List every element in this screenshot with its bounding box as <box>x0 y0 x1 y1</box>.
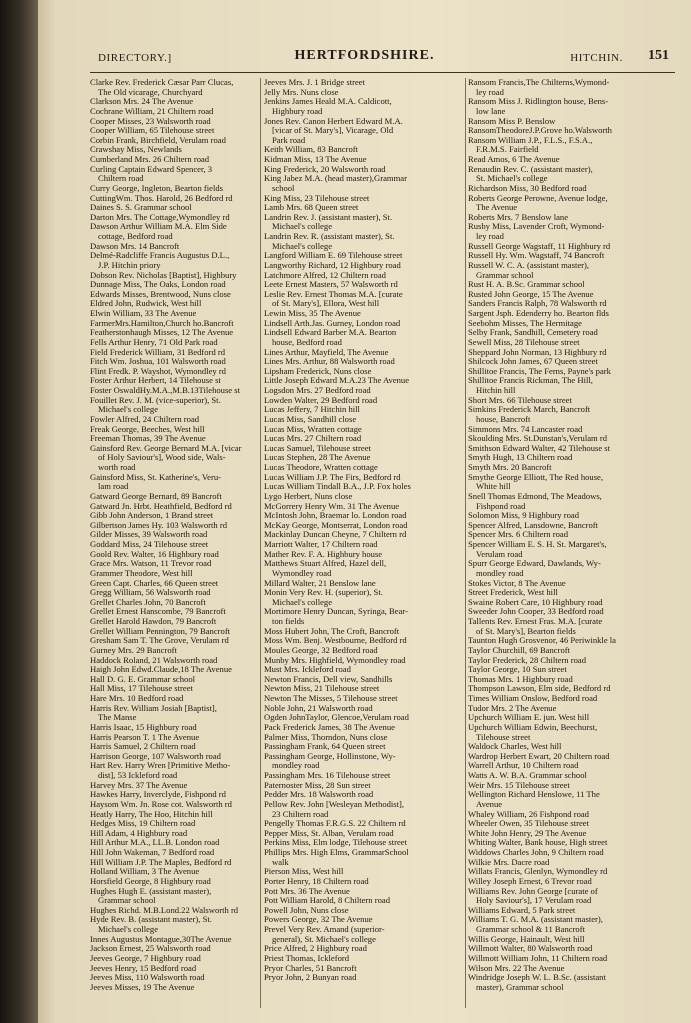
directory-entry: Horsfield George, 8 Highbury road <box>90 876 211 886</box>
directory-entry: Thompson Lawson, Elm side, Bedford rd <box>468 684 611 694</box>
directory-entry: Logsdon Mrs. 27 Bedford road <box>264 386 371 395</box>
directory-entry: Grellet Ernest Hanscombe, 79 Bancroft <box>90 607 226 617</box>
directory-entry: Fowler Alfred, 24 Chiltern road <box>90 414 200 424</box>
directory-entry: Spencer Mrs. 6 Chiltern road <box>468 530 568 540</box>
directory-entry: Landrin Rev. J. (assistant master), St. <box>264 212 393 222</box>
directory-entry: Millard Walter, 21 Benslow lane <box>264 578 376 588</box>
directory-entry: Lucas William J.P. The Firs, Bedford rd <box>264 472 401 482</box>
directory-entry: Michael's college <box>272 222 333 232</box>
page-header <box>38 46 691 68</box>
directory-entry: Innes Augustus Montague,30The Avenue <box>90 934 232 944</box>
directory-entry: Lamb Mrs. 68 Queen street <box>264 203 359 213</box>
directory-entry: Daines S. S. Grammar school <box>90 203 192 213</box>
directory-entry: Dawson Mrs. 14 Bancroft <box>90 241 180 251</box>
directory-entry: Crawshay Miss, Newlands <box>90 145 182 155</box>
directory-entry: Thomas Mrs. 1 Highbury road <box>468 674 573 684</box>
directory-entry: King Miss, 23 Tilehouse street <box>264 193 370 203</box>
directory-entry: Price Alfred, 2 Highbury road <box>264 944 367 954</box>
directory-entry: Jackson Ernest, 25 Walsworth road <box>90 944 211 954</box>
directory-entry: Mortimore Henry Duncan, Syringa, Bear- <box>264 607 408 617</box>
directory-entry: Newton Miss, 21 Tilehouse street <box>264 684 380 694</box>
directory-entry: Roberts Mrs. 7 Benslow lane <box>468 212 569 222</box>
directory-entry: Gresham Sam T. The Grove, Verulam rd <box>90 636 229 646</box>
directory-entry: Sewell Miss, 28 Tilehouse street <box>468 337 580 347</box>
directory-entry: Harris Pearson T. 1 The Avenue <box>90 732 200 742</box>
header-county-title: HERTFORDSHIRE. <box>294 48 435 63</box>
directory-entry: Foster OswaldHy.M.A.,M.B.13Tilehouse st <box>90 386 241 395</box>
directory-entry: Hart Rev. Harry Wren [Primitive Metho- <box>90 761 231 771</box>
directory-entry: F.R.M.S. Fairfield <box>476 145 539 155</box>
directory-entry: low lane <box>476 106 506 116</box>
directory-entry: Haddock Roland, 21 Walsworth road <box>90 655 218 665</box>
directory-entry: Hill Arthur M.A., LL.B. London road <box>90 838 220 848</box>
directory-entry: of St. Mary's], Ellora, West hill <box>272 299 380 309</box>
directory-entry: J.P. Hitchin priory <box>98 260 161 270</box>
directory-entry: Read Amos, 6 The Avenue <box>468 155 560 164</box>
directory-entry: Willis George, Hainault, West hill <box>468 934 585 944</box>
directory-entry: Hitchin hill <box>476 386 516 395</box>
directory-entry: Kidman Miss, 13 The Avenue <box>264 155 367 164</box>
directory-entry: Warrell Arthur, 10 Chiltern road <box>468 761 579 771</box>
directory-entry: Stokes Victor, 8 The Avenue <box>468 578 566 588</box>
directory-entry: Wardrop Herbert Ewart, 20 Chiltern road <box>468 751 610 761</box>
directory-entry: Spencer Alfred, Lansdowne, Bancroft <box>468 520 599 530</box>
directory-entry: CuttingWm. Thos. Harold, 26 Bedford rd <box>90 193 233 203</box>
directory-entry: Short Mrs. 66 Tilehouse street <box>468 395 572 405</box>
directory-entry: Lucas Samuel, Tilehouse street <box>264 443 371 453</box>
directory-entry: Curling Captain Edward Spencer, 3 <box>90 164 213 174</box>
directory-entry: Mackinlay Duncan Cheyne, 7 Chiltern rd <box>264 530 407 540</box>
directory-entry: Haigh John Edwd.Claude,18 The Avenue <box>90 665 232 675</box>
directory-entry: Clarke Rev. Frederick Cæsar Parr Clucas, <box>90 78 234 87</box>
directory-entry: house, Bedford road <box>272 337 342 347</box>
directory-entry: Rusby Miss, Lavender Croft, Wymond- <box>468 222 605 232</box>
directory-entry: Little Joseph Edward M.A.23 The Avenue <box>264 376 410 386</box>
directory-entry: Wilkie Mrs. Dacre road <box>468 857 550 867</box>
directory-entry: Pepper Miss, St. Alban, Verulam road <box>264 828 394 838</box>
directory-entry: Freeman Thomas, 39 The Avenue <box>90 434 206 444</box>
directory-entry: Haysom Wm. Jn. Rose cot. Walsworth rd <box>90 799 232 809</box>
directory-entry: Gurney Mrs. 29 Bancroft <box>90 645 177 655</box>
directory-entry: Fitch Wm. Joshua, 101 Walsworth road <box>90 357 226 367</box>
directory-entry: Hughes Richd. M.B.Lond.22 Walsworth rd <box>90 905 239 915</box>
directory-entry: Ransom Miss P. Benslow <box>468 116 556 126</box>
directory-entry: Harris Samuel, 2 Chiltern road <box>90 742 196 752</box>
directory-entry: Sweeder John Cooper, 33 Bedford road <box>468 607 604 617</box>
directory-entry: Grammer Theodore, West hill <box>90 568 193 578</box>
directory-entry: Shilcock John James, 67 Queen street <box>468 357 598 367</box>
directory-entry: Simkins Frederick March, Bancroft <box>468 405 591 415</box>
directory-entry: Priest Thomas, Ickleford <box>264 953 350 963</box>
directory-entry: Featherstonhaugh Misses, 12 The Avenue <box>90 328 234 338</box>
directory-entry: The Old vicarage, Churchyard <box>98 87 203 97</box>
directory-entry: Lucas Theodore, Wratten cottage <box>264 463 378 472</box>
directory-entry: Skoulding Mrs. St.Dunstan's,Verulam rd <box>468 434 608 444</box>
directory-entry: Pott Mrs. 36 The Avenue <box>264 886 350 896</box>
directory-entry: Sargent Jsph. Edenderry ho. Bearton flds <box>468 309 609 318</box>
directory-entry: Delmé-Radcliffe Francis Augustus D.L., <box>90 251 230 261</box>
directory-entry: McGorrery Henry Wm. 31 The Avenue <box>264 501 400 511</box>
directory-entry: White hill <box>476 482 511 492</box>
directory-entry: Wilson Mrs. 22 The Avenue <box>468 963 565 973</box>
directory-entry: Lowden Walter, 29 Bedford road <box>264 395 378 405</box>
directory-entry: White John Henry, 29 The Avenue <box>468 828 587 838</box>
directory-entry: Corbin Frank, Birchfield, Verulam road <box>90 135 226 145</box>
header-town-label: HITCHIN. <box>570 52 623 64</box>
directory-entry: McIntosh John, Braemar lo. London road <box>264 511 407 521</box>
directory-entry: Street Frederick, West hill <box>468 588 558 598</box>
directory-entry: Dawson Arthur William M.A. Elm Side <box>90 222 227 232</box>
directory-entry: Pengelly Thomas F.R.G.S. 22 Chiltern rd <box>264 819 406 829</box>
directory-entry: Cooper William, 65 Tilehouse street <box>90 126 215 136</box>
directory-entry: Whiting Walter, Bank house, High street <box>468 838 608 848</box>
directory-entry: of St. Mary's], Bearton fields <box>476 626 576 636</box>
directory-page <box>38 0 691 1023</box>
directory-entry: Moules George, 32 Bedford road <box>264 645 378 655</box>
directory-entry: Snell Thomas Edmond, The Meadows, <box>468 491 602 501</box>
directory-entry: Freak George, Beeches, West hill <box>90 424 205 434</box>
directory-entry: Wellington Richard Henslowe, 11 The <box>468 790 600 800</box>
directory-entry: Hawkes Harry, Inverclyde, Fishpond rd <box>90 790 226 800</box>
directory-entry: Park road <box>272 135 306 145</box>
directory-entry: 23 Chiltern road <box>272 809 329 819</box>
directory-entry: Jelly Mrs. Nuns close <box>264 87 339 97</box>
directory-entry: ley road <box>476 232 504 241</box>
directory-entry: Waldock Charles, West hill <box>468 742 562 752</box>
directory-entry: Gatward Jn. Hrbt. Heathfield, Bedford rd <box>90 501 232 511</box>
directory-entry: Grellet William Pennington, 79 Bancroft <box>90 626 231 636</box>
directory-entry: Grellet Charles John, 70 Bancroft <box>90 597 206 607</box>
directory-entry: Landrin Rev. R. (assistant master), St. <box>264 232 395 241</box>
directory-entry: Williams T. G. M.A. (assistant master), <box>468 915 603 925</box>
book-spine-shadow <box>0 0 38 1023</box>
directory-entry: Pryor John, 2 Bunyan road <box>264 973 357 983</box>
directory-entry: Lines Arthur, Mayfield, The Avenue <box>264 347 389 357</box>
directory-entry: Smithson Edward Walter, 42 Tilehouse st <box>468 443 611 453</box>
directory-entry: Harris Isaac, 15 Highbury road <box>90 722 197 732</box>
directory-entry: Shillitoe Francis Rickman, The Hill, <box>468 376 593 386</box>
directory-entry: Willats Francis, Glenlyn, Wymondley rd <box>468 867 608 877</box>
directory-entry: Jones Rev. Canon Herbert Edward M.A. <box>264 116 403 126</box>
directory-entry: Newton Francis, Dell view, Sandhills <box>264 674 393 684</box>
page-number: 151 <box>648 48 669 63</box>
directory-entry: St. Michael's college <box>476 174 548 184</box>
directory-entry: Lucas Mrs. 27 Chiltern road <box>264 434 362 444</box>
directory-entry: Grammar school <box>98 896 156 906</box>
directory-entry: Dunnage Miss, The Oaks, London road <box>90 280 226 290</box>
directory-entry: Willey Joseph Ernest, 6 Trevor road <box>468 876 592 886</box>
directory-entry: Edwards Misses, Brentwood, Nuns close <box>90 289 231 299</box>
directory-entry: Swaine Robert Care, 10 Highbury road <box>468 597 603 607</box>
directory-entry: McKay George, Montserrat, London road <box>264 520 408 530</box>
directory-entry: Gatward George Bernard, 89 Bancroft <box>90 491 222 501</box>
column-divider-1 <box>260 78 261 1008</box>
directory-entry: Taylor George, 10 Sun street <box>468 665 567 675</box>
directory-entry: Sheppard John Norman, 13 Highbury rd <box>468 347 607 357</box>
directory-entry: Passingham George, Hollinstone, Wy- <box>264 751 396 761</box>
directory-entry: Richardson Miss, 30 Bedford road <box>468 183 587 193</box>
directory-entry: Moss Wm. Benj. Westbourne, Bedford rd <box>264 636 407 646</box>
directory-entry: Hill Adam, 4 Highbury road <box>90 828 188 838</box>
directory-entry: Wymondley road <box>272 568 332 578</box>
directory-entry: Paternoster Miss, 28 Sun street <box>264 780 371 790</box>
directory-entry: house, Bancroft <box>476 414 531 424</box>
directory-entry: Williams Rev. John George [curate of <box>468 886 598 896</box>
directory-entry: Jenkins James Heald M.A. Caldicott, <box>264 97 392 107</box>
directory-entry: Hill William J.P. The Maples, Bedford rd <box>90 857 232 867</box>
directory-entry: Fishpond road <box>476 501 526 511</box>
directory-entry: mondley road <box>476 568 524 578</box>
directory-entry: Roberts George Perowne, Avenue lodge, <box>468 193 608 203</box>
directory-entry: Cochrane William, 21 Chiltern road <box>90 106 214 116</box>
directory-entry: Gainsford Miss, St. Katherine's, Veru- <box>90 472 221 482</box>
directory-entry: Sanders Francis Ralph, 78 Walsworth rd <box>468 299 607 309</box>
directory-entry: Lucas Stephen, 28 The Avenue <box>264 453 371 463</box>
directory-entry: Gibb John Anderson, 1 Brand street <box>90 511 214 521</box>
directory-entry: Taunton Hugh Grosvenor, 46 Periwinkle la <box>468 636 616 646</box>
directory-entry: Must Mrs. Ickleford road <box>264 665 351 675</box>
directory-entry: Field Frederick William, 31 Bedford rd <box>90 347 226 357</box>
directory-entry: Gilder Misses, 39 Walsworth road <box>90 530 208 540</box>
directory-entry: Russell George Wagstaff, 11 Highbury rd <box>468 241 611 251</box>
directory-entry: dist], 53 Ickleford road <box>98 771 178 780</box>
directory-entry: Ransom Francis,The Chilterns,Wymond- <box>468 78 610 87</box>
directory-entry: Fells Arthur Henry, 71 Old Park road <box>90 337 218 347</box>
directory-entry: Munby Mrs. Highfield, Wymondley road <box>264 655 406 665</box>
directory-entry: Lygo Herbert, Nuns close <box>264 491 353 501</box>
directory-entry: Hughes Hugh E. (assistant master), <box>90 886 212 896</box>
directory-entry: Lindsell Edward Barber M.A. Bearton <box>264 328 397 338</box>
directory-entry: Lines Mrs. Arthur, 88 Walsworth road <box>264 357 395 367</box>
directory-entry: Hall Miss, 17 Tilehouse street <box>90 684 193 694</box>
directory-entry: Smyth Mrs. 20 Bancroft <box>468 463 552 472</box>
directory-entry: ton fields <box>272 617 305 626</box>
directory-entry: Smyth Hugh, 13 Chiltern road <box>468 453 573 463</box>
directory-entry: Wheeler Owen, 35 Tilehouse street <box>468 819 590 829</box>
directory-entry: Lucas Jeffery, 7 Hitchin hill <box>264 405 360 415</box>
directory-entry: ley road <box>476 87 504 97</box>
directory-entry: Cooper Misses, 23 Walsworth road <box>90 116 211 126</box>
directory-entry: Hall D. G. E. Grammar school <box>90 674 196 684</box>
directory-entry: Leslie Rev. Ernest Thomas M.A. [curate <box>264 289 403 299</box>
directory-entry: Michael's college <box>98 405 159 415</box>
directory-entry: Goold Rev. Walter, 16 Highbury road <box>90 549 219 559</box>
directory-entry: mondley road <box>272 761 320 771</box>
directory-entry: Porter Henry, 18 Chiltern road <box>264 876 369 886</box>
directory-entry: Grace Mrs. Watson, 11 Trevor road <box>90 559 212 569</box>
directory-entry: Gregg William, 56 Walsworth road <box>90 588 211 598</box>
directory-entry: Rusted John George, 15 The Avenue <box>468 289 594 299</box>
directory-entry: Grammar school & 11 Bancroft <box>476 925 585 934</box>
directory-entry: Perkins Miss, Elm lodge, Tilehouse street <box>264 838 407 848</box>
directory-entry: Matthews Stuart Alfred, Hazel dell, <box>264 559 387 569</box>
directory-entry: Pellow Rev. John [Wesleyan Methodist], <box>264 799 405 809</box>
directory-entry: Smythe George Elliott, The Red house, <box>468 472 604 482</box>
directory-entry: Passingham Frank, 64 Queen street <box>264 742 386 752</box>
directory-entry: Goddard Miss, 24 Tilehouse street <box>90 540 209 549</box>
directory-entry: Ogden JohnTaylor, Glencoe,Verulam road <box>264 713 409 723</box>
directory-entry: Upchurch William Edwin, Beechurst, <box>468 722 598 732</box>
directory-entry: Pedder Mrs. 18 Walsworth road <box>264 790 374 800</box>
directory-entry: The Manse <box>98 713 137 723</box>
directory-entry: Pack Frederick James, 38 The Avenue <box>264 722 395 732</box>
directory-entry: Renaudin Rev. C. (assistant master), <box>468 164 593 174</box>
directory-entry: Willmott Walter, 80 Walsworth road <box>468 944 593 954</box>
header-section-label: DIRECTORY.] <box>98 52 172 64</box>
directory-entry: worth road <box>98 463 136 472</box>
directory-entry: Highbury road <box>272 106 323 116</box>
directory-entry: Rust H. A. B.Sc. Grammar school <box>468 280 585 290</box>
directory-entry: Curry George, Ingleton, Bearton fields <box>90 183 224 193</box>
directory-entry: FarmerMrs.Hamilton,Church ho.Bancroft <box>90 318 234 328</box>
directory-column-3 <box>468 78 673 1008</box>
directory-entry: Latchmore Alfred, 12 Chiltern road <box>264 270 386 280</box>
directory-entry: Shillitoe Francis, The Ferns, Payne's park <box>468 366 611 376</box>
directory-entry: Keith William, 83 Bancroft <box>264 145 359 155</box>
directory-entry: general), St. Michael's college <box>272 934 376 944</box>
directory-entry: Newton The Misses, 5 Tilehouse street <box>264 694 398 703</box>
directory-entry: Flint Fredk. P. Wayshot, Wymondley rd <box>90 366 226 376</box>
directory-entry: Lipsham Frederick, Nuns close <box>264 366 372 376</box>
directory-entry: Passingham Mrs. 16 Tilehouse street <box>264 771 391 780</box>
directory-entry: Fouillet Rev. J. M. (vice-superior), St. <box>90 395 221 405</box>
directory-entry: Windridge Joseph W. L. B.Sc. (assistant <box>468 973 606 983</box>
directory-entry: Russell W. C. A. (assistant master), <box>468 260 590 270</box>
directory-entry: Harrison George, 107 Walsworth road <box>90 751 221 761</box>
directory-entry: Watts A. W. B.A. Grammar school <box>468 771 587 780</box>
directory-entry: Jeeves Henry, 15 Bedford road <box>90 963 197 973</box>
directory-entry: King Frederick, 20 Walsworth road <box>264 164 386 174</box>
directory-entry: Lucas Miss, Wratten cottage <box>264 424 362 434</box>
directory-entry: Tilehouse street <box>476 732 531 742</box>
directory-entry: Verulam road <box>476 549 523 559</box>
directory-entry: Foster Arthur Herbert, 14 Tilehouse st <box>90 376 221 386</box>
directory-entry: Prevel Very Rev. Amand (superior- <box>264 925 385 934</box>
directory-entry: Langworthy Richard, 12 Highbury road <box>264 260 401 270</box>
directory-entry: walk <box>272 857 289 867</box>
directory-entry: Harris Rev. William Josiah [Baptist], <box>90 703 217 713</box>
directory-entry: Lindsell Arth.Jas. Gurney, London road <box>264 318 401 328</box>
directory-entry: Lucas William Tindall B.A., J.P. Fox holes <box>264 482 411 492</box>
directory-entry: Gainsford Rev. George Bernard M.A. [vicar <box>90 443 242 453</box>
directory-entry: Taylor Churchill, 69 Bancroft <box>468 645 571 655</box>
directory-entry: Seebohm Misses, The Hermitage <box>468 318 582 328</box>
directory-entry: Widdows Charles John, 9 Chiltern road <box>468 848 604 857</box>
header-rule <box>90 72 675 73</box>
directory-entry: Clarkson Mrs. 24 The Avenue <box>90 97 194 107</box>
directory-entry: master), Grammar school <box>476 982 564 992</box>
directory-entry: Willmott William John, 11 Chiltern road <box>468 953 608 963</box>
directory-entry: school <box>272 183 295 193</box>
directory-entry: Palmer Miss, Thorndon, Nuns close <box>264 732 388 742</box>
directory-entry: Michael's college <box>272 241 333 251</box>
directory-entry: Lewin Miss, 35 The Avenue <box>264 309 361 318</box>
directory-entry: Jeeves George, 7 Highbury road <box>90 953 201 963</box>
directory-entry: Avenue <box>476 799 503 809</box>
directory-entry: Darton Mrs. The Cottage,Wymondley rd <box>90 212 230 222</box>
directory-entry: Jeeves Miss, 110 Walsworth road <box>90 973 205 983</box>
directory-entry: Williams Edward, 5 Park street <box>468 905 576 915</box>
directory-entry: Michael's college <box>98 925 159 934</box>
directory-entry: Taylor Frederick, 28 Chiltern road <box>468 655 587 665</box>
directory-entry: Ransom Miss J. Ridlington house, Bens- <box>468 97 609 107</box>
directory-entry: Cumberland Mrs. 26 Chiltern road <box>90 155 210 164</box>
directory-entry: Hyde Rev. B. (assistant master), St. <box>90 915 212 925</box>
directory-entry: Dobson Rev. Nicholas [Baptist], Highbury <box>90 270 237 280</box>
directory-entry: Monin Very Rev. H. (superior), St. <box>264 588 383 598</box>
directory-entry: of Holy Saviour's], Wood side, Wals- <box>98 453 226 463</box>
directory-entry: Marriott Walter, 17 Chiltern road <box>264 540 378 549</box>
directory-entry: Powell John, Nuns close <box>264 905 349 915</box>
directory-entry: Holland William, 3 The Avenue <box>90 867 200 877</box>
directory-entry: Selby Frank, Sandhill, Cemetery road <box>468 328 598 338</box>
directory-entry: Harvey Mrs. 37 The Avenue <box>90 780 188 790</box>
directory-entry: Noble John, 21 Walsworth road <box>264 703 373 713</box>
directory-entry: Jeeves Mrs. J. 1 Bridge street <box>264 78 365 87</box>
directory-entry: Russell Hy. Wm. Wagstaff, 74 Bancroft <box>468 251 605 261</box>
directory-entry: Tallents Rev. Ernest Fras. M.A. [curate <box>468 617 603 626</box>
directory-entry: Phillips Mrs. High Elms, GrammarSchool <box>264 848 409 857</box>
directory-entry: Times William Onslow, Bedford road <box>468 694 598 703</box>
directory-entry: Upchurch William E. jun. West hill <box>468 713 590 723</box>
directory-entry: [vicar of St. Mary's], Vicarage, Old <box>272 126 394 136</box>
directory-entry: Pott William Harold, 8 Chiltern road <box>264 896 390 906</box>
directory-entry: The Avenue <box>476 203 518 213</box>
directory-entry: Tudor Mrs. 2 The Avenue <box>468 703 557 713</box>
directory-entry: Hedges Miss, 19 Chiltern road <box>90 819 196 829</box>
directory-entry: Eldred John, Rudwick, West hill <box>90 299 202 309</box>
directory-entry: Grammar school <box>476 270 534 280</box>
directory-entry: Heatly Harry, The Hoo, Hitchin hill <box>90 809 213 819</box>
directory-column-2 <box>264 78 464 1008</box>
directory-entry: Simmons Mrs. 74 Lancaster road <box>468 424 583 434</box>
directory-entry: Spurr George Edward, Dawlands, Wy- <box>468 559 601 569</box>
directory-entry: cottage, Bedford road <box>98 232 173 241</box>
directory-entry: Langford William E. 69 Tilehouse street <box>264 251 403 261</box>
directory-entry: King Jabez M.A. (head master),Grammar <box>264 174 407 184</box>
directory-entry: Lucas Miss, Sandhill close <box>264 414 357 424</box>
directory-entry: Green Capt. Charles, 66 Queen street <box>90 578 219 588</box>
directory-column-1 <box>90 78 278 1008</box>
directory-entry: Moss Hubert John, The Croft, Bancroft <box>264 626 400 636</box>
directory-entry: Holy Saviour's], 17 Verulam road <box>476 896 592 906</box>
directory-entry: Hill John Wakeman, 7 Bedford road <box>90 848 215 857</box>
directory-entry: Jeeves Misses, 19 The Avenue <box>90 982 195 992</box>
directory-entry: Elwin William, 33 The Avenue <box>90 309 197 318</box>
directory-entry: lam road <box>98 482 129 492</box>
directory-entry: Hare Mrs. 10 Bedford road <box>90 694 184 703</box>
column-divider-2 <box>465 78 466 1008</box>
directory-entry: Weir Mrs. 15 Tilehouse street <box>468 780 570 790</box>
directory-entry: Whaley William, 26 Fishpond road <box>468 809 589 819</box>
directory-entry: Solomon Miss, 9 Highbury road <box>468 511 580 521</box>
directory-entry: Leete Ernest Masters, 57 Walsworth rd <box>264 280 398 290</box>
directory-entry: Michael's college <box>272 597 333 607</box>
directory-entry: Grellet Harold Hawdon, 79 Bancroft <box>90 617 217 626</box>
directory-entry: Spencer William E. S. H. St. Margaret's, <box>468 540 607 549</box>
directory-entry: Pryor Charles, 51 Bancroft <box>264 963 357 973</box>
directory-entry: Powers George, 32 The Avenue <box>264 915 373 925</box>
directory-entry: Chiltern road <box>98 174 144 184</box>
directory-entry: Gilbertson James Hy. 103 Walsworth rd <box>90 520 228 530</box>
directory-entry: Pierson Miss, West hill <box>264 867 344 877</box>
directory-entry: Ransom William J.P., F.L.S., F.S.A., <box>468 135 593 145</box>
directory-entry: Mather Rev. F. A. Highbury house <box>264 549 383 559</box>
directory-entry: RansomTheodoreJ.P.Grove ho.Walsworth <box>468 126 612 136</box>
